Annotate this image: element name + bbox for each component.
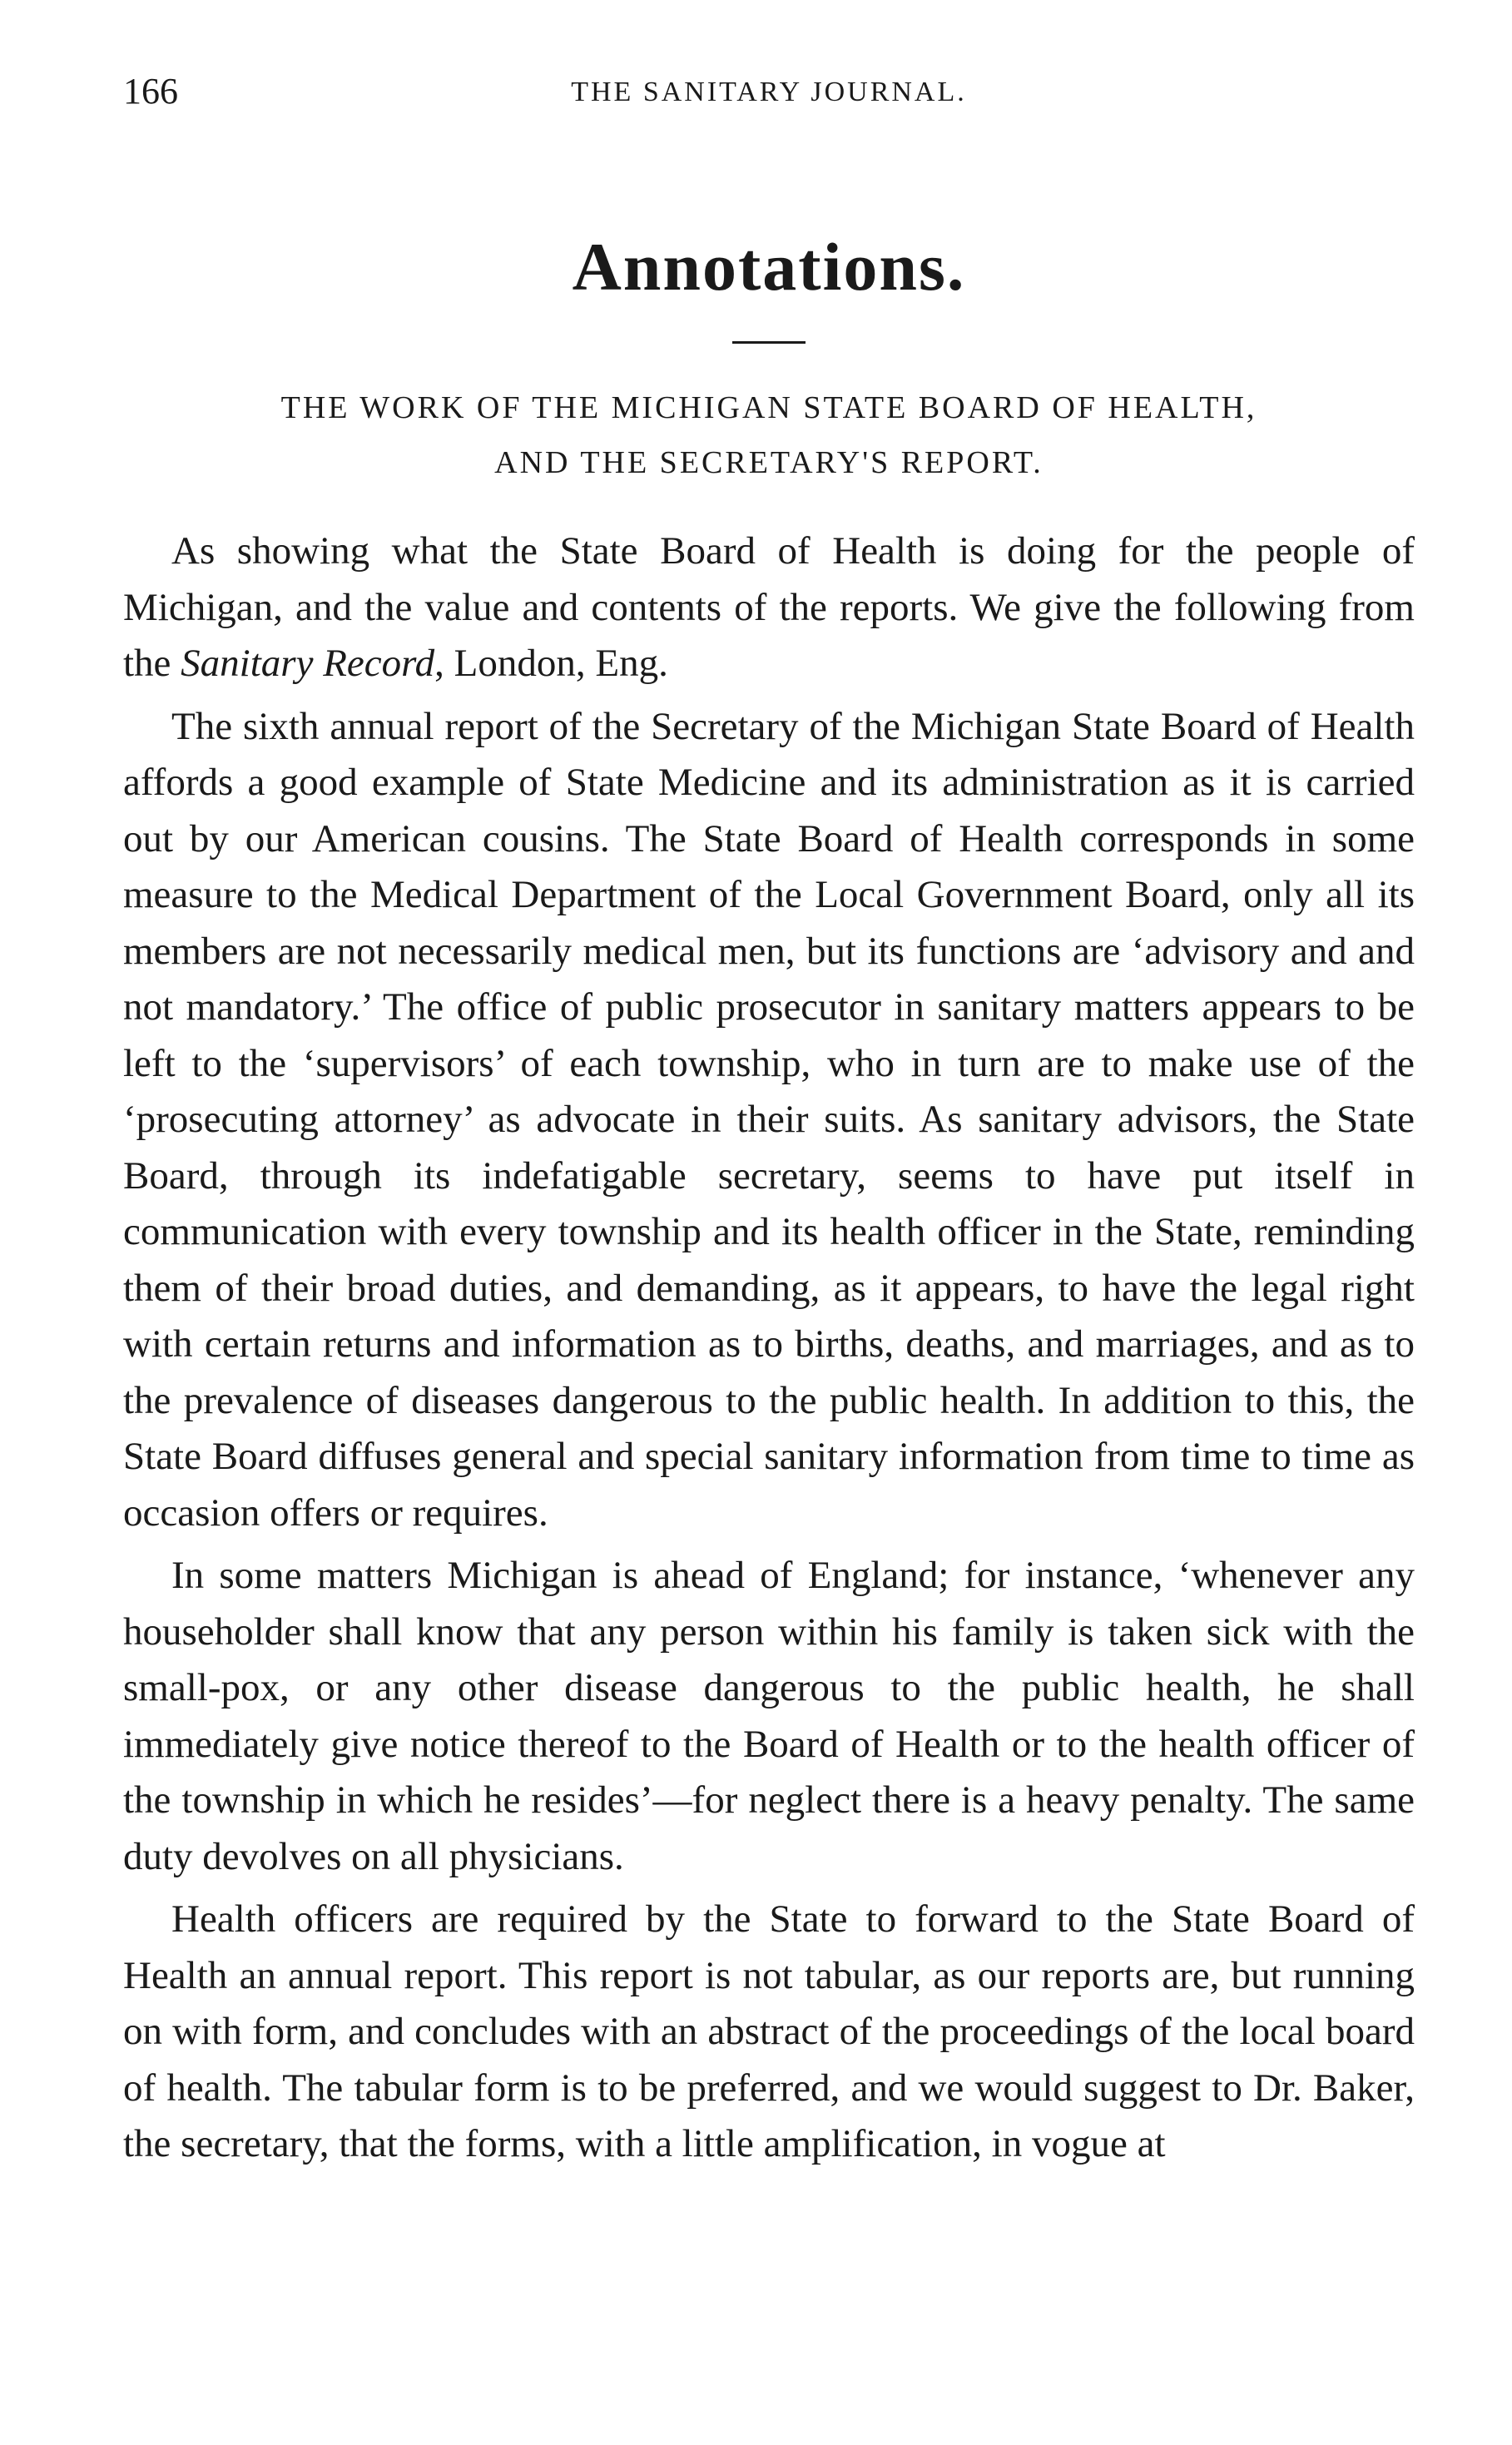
paragraph-3: In some matters Michigan is ahead of England; for instance, ‘whenever any householder shall know that any person within his family is taken sick with the small-pox, or any other disease dangerous to the public health, he shall immediately give notice thereof to the Board of Health or to the health officer of the township in which he resides’—for neglect there is a heavy penalty. The same duty devolves on all physicians.: [123, 1554, 1415, 1878]
paragraph-2: The sixth annual report of the Secretary of the Michigan State Board of Health affords a good example of State Medicine and its administration as it is carried out by our American cousins. The State Board of Health corresponds in some measure to the Medical Department of the Local Government Board, only all its members are not necessarily medical men, but its functions are ‘advisory and and not mandatory.’ The office of public prosecutor in sanitary matters appears to be left to the ‘supervisors’ of each township, who in turn are to make use of the ‘prosecuting attorney’ as advocate in their suits. As sanitary advisors, the State Board, through its indefatigable secretary, seems to have put itself in communication with every township and its health officer in the State, reminding them of their broad duties, and demanding, as it appears, to have the legal right with certain returns and information as to births, deaths, and marriages, and as to the prevalence of diseases dangerous to the public health. In addition to this, the State Board diffuses general and special sanitary information from time to time as occasion offers or requires.: [123, 704, 1415, 1535]
page-number: 166: [123, 71, 178, 112]
article-body: [123, 523, 1415, 2173]
paragraph-1: [123, 523, 1415, 692]
article-title-line-1: THE WORK OF THE MICHIGAN STATE BOARD OF HEALTH,: [280, 390, 1257, 425]
heading-divider: [732, 341, 806, 344]
paragraph-1-tail: , London, Eng.: [434, 642, 668, 685]
publication-title: Sanitary Record: [181, 642, 435, 685]
section-heading: Annotations.: [572, 229, 966, 305]
journal-title: THE SANITARY JOURNAL.: [571, 77, 967, 107]
article-title: [123, 380, 1415, 490]
running-head: [123, 70, 1415, 120]
article-title-line-2: AND THE SECRETARY'S REPORT.: [494, 445, 1044, 480]
journal-page: [123, 70, 1415, 2180]
paragraph-1-text: As showing what the State Board of Health is doing for the people of Michigan, and the value and contents of the reports. We give the following from the: [123, 529, 1415, 685]
paragraph-4: Health officers are required by the State to forward to the State Board of Health an annual report. This report is not tabular, as our reports are, but running on with form, and concludes with an abstract of the proceedings of the local board of health. The tabular form is to be preferred, and we would suggest to Dr. Baker, the secretary, that the forms, with a little amplification, in vogue at: [123, 1897, 1415, 2165]
